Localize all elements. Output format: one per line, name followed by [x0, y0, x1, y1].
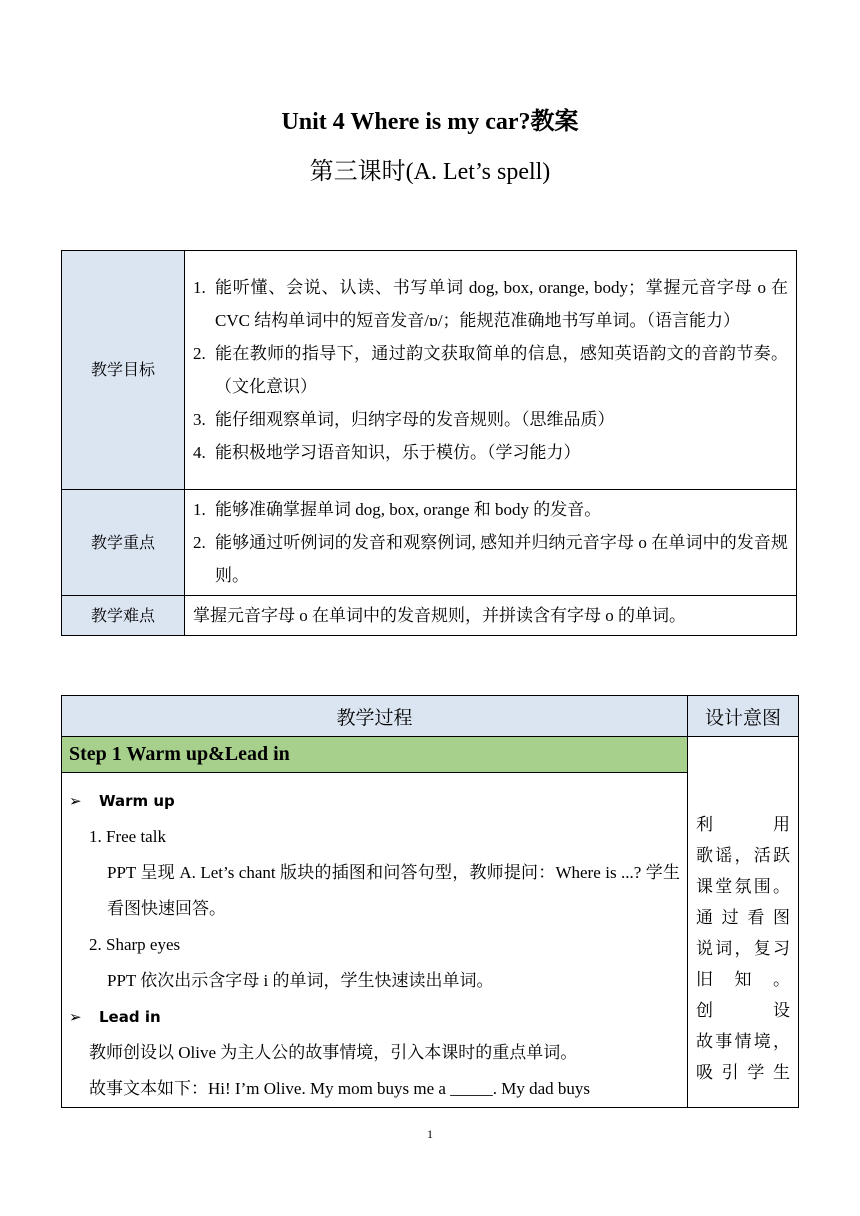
- key-points-label: 教学重点: [62, 490, 185, 596]
- free-talk-heading: 1. Free talk: [89, 827, 166, 846]
- step-title: Step 1 Warm up&Lead in: [62, 737, 688, 773]
- key-point-item: [193, 493, 788, 526]
- item-text: 能够通过听例词的发音和观察例词, 感知并归纳元音字母 o 在单词中的发音规则。: [215, 533, 788, 585]
- arrow-bullet-icon: ➢: [69, 1008, 82, 1026]
- intent-column-header: 设计意图: [688, 696, 799, 737]
- process-content: [62, 773, 688, 1108]
- objective-item: [193, 271, 788, 337]
- difficulties-label: 教学难点: [62, 596, 185, 636]
- leadin-heading: [69, 999, 680, 1035]
- item-number: 1.: [193, 278, 206, 297]
- intent-line: 创 设: [696, 1001, 790, 1020]
- objective-item: [193, 436, 788, 469]
- difficulties-content: 掌握元音字母 o 在单词中的发音规则，并拼读含有字母 o 的单词。: [185, 596, 797, 636]
- item-number: 2.: [193, 533, 206, 552]
- difficulties-row: [62, 596, 797, 636]
- intent-line: 故事情境，: [696, 1032, 790, 1051]
- objectives-content: [185, 251, 797, 490]
- item-text: 能听懂、会说、认读、书写单词 dog, box, orange, body；掌握元音字母 o 在 CVC 结构单词中的短音发音/ɒ/；能规范准确地书写单词。（语言能力）: [215, 278, 788, 330]
- objective-item: [193, 337, 788, 403]
- warmup-heading: [69, 783, 680, 819]
- item-number: 4.: [193, 443, 206, 462]
- objectives-label: 教学目标: [62, 251, 185, 490]
- story-text: 故事文本如下：Hi! I’m Olive. My mom buys me a _____. My dad buys: [89, 1079, 590, 1098]
- lesson-subtitle: 第三课时(A. Let’s spell): [309, 159, 551, 185]
- intent-line: 利 用: [696, 815, 790, 834]
- arrow-bullet-icon: ➢: [69, 792, 82, 810]
- teaching-process-table: [61, 695, 799, 1108]
- teaching-goals-table: [61, 250, 797, 636]
- objective-item: [193, 403, 788, 436]
- heading-text: Lead in: [99, 1008, 161, 1026]
- item-text: 能仔细观察单词，归纳字母的发音规则。（思维品质）: [215, 410, 615, 429]
- leadin-text: 教师创设以 Olive 为主人公的故事情境，引入本课时的重点单词。: [89, 1043, 578, 1062]
- intent-line: 通 过 看 图: [696, 908, 790, 927]
- item-text: 能在教师的指导下，通过韵文获取简单的信息，感知英语韵文的音韵节奏。（文化意识）: [215, 344, 788, 396]
- process-column-header: 教学过程: [62, 696, 688, 737]
- design-intent-cell: [688, 737, 799, 1108]
- item-number: 2.: [193, 344, 206, 363]
- item-number: 1.: [193, 500, 206, 519]
- item-text: 能够准确掌握单词 dog, box, orange 和 body 的发音。: [215, 500, 602, 519]
- sharp-eyes-text: PPT 依次出示含字母 i 的单词，学生快速读出单词。: [107, 971, 494, 990]
- intent-line: 说词，复习: [696, 939, 790, 958]
- key-points-row: [62, 490, 797, 596]
- key-points-content: [185, 490, 797, 596]
- intent-line: 歌谣，活跃: [696, 846, 790, 865]
- free-talk-text: PPT 呈现 A. Let’s chant 版块的插图和问答句型，教师提问：Where is ...? 学生看图快速回答。: [107, 863, 680, 918]
- page-number: 1: [427, 1127, 433, 1141]
- key-point-item: [193, 526, 788, 592]
- objectives-row: [62, 251, 797, 490]
- intent-line: 吸 引 学 生: [696, 1063, 790, 1082]
- intent-line: 旧知。: [696, 970, 790, 989]
- document-title: Unit 4 Where is my car?教案: [281, 109, 579, 135]
- sharp-eyes-heading: 2. Sharp eyes: [89, 935, 181, 954]
- item-number: 3.: [193, 410, 206, 429]
- heading-text: Warm up: [99, 792, 175, 810]
- intent-line: 课堂氛围。: [696, 877, 790, 896]
- item-text: 能积极地学习语音知识，乐于模仿。（学习能力）: [215, 443, 581, 462]
